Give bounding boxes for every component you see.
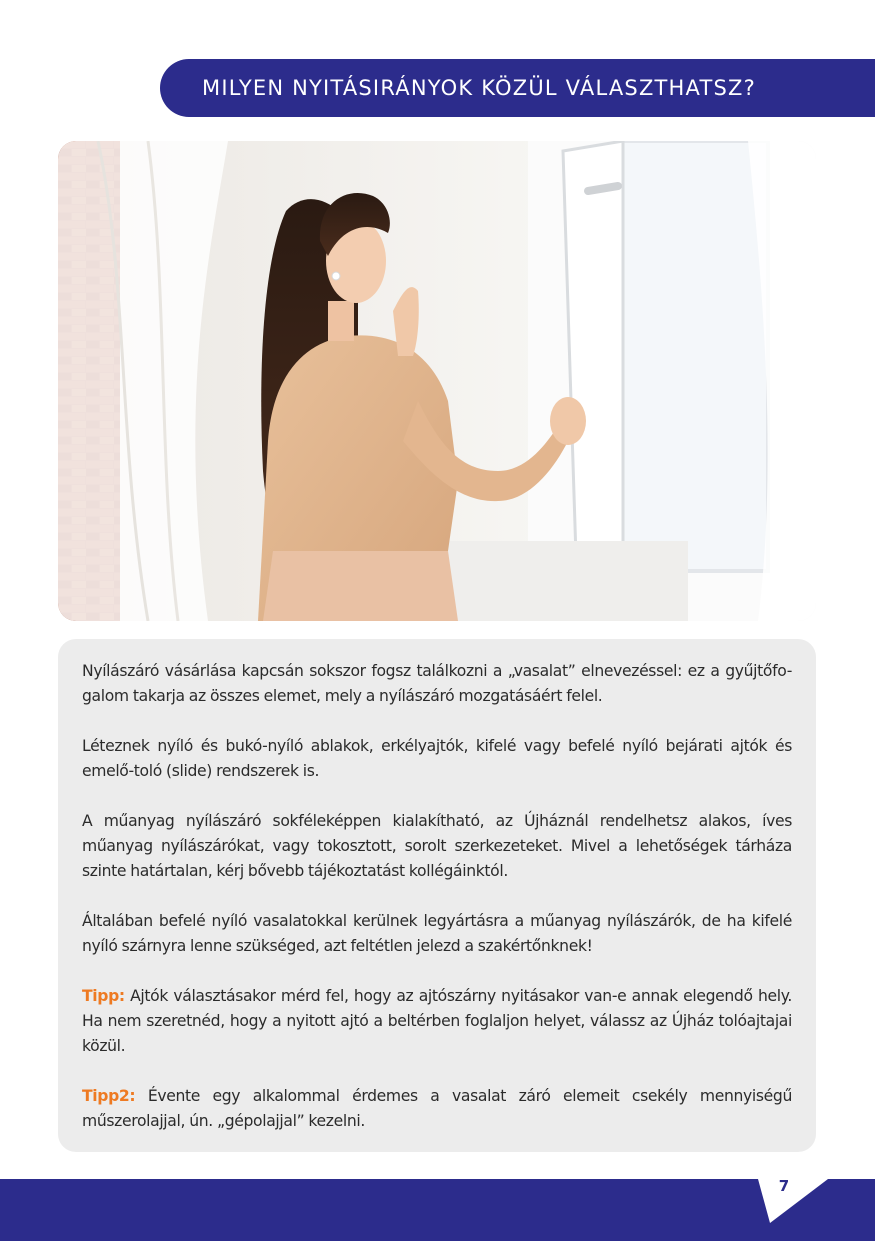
paragraph-opening-direction: Általában befelé nyíló vasalatokkal kerülnek legyártásra a műanyag nyílászárók, de ha kifelé nyíló szárnyra lenne szükséged, azt feltétlen jelezd a szakértőnknek!: [82, 912, 792, 955]
woman-opening-window-illustration: [58, 141, 816, 621]
section-header-banner: [160, 59, 875, 117]
tip2-paragraph: [82, 1084, 792, 1134]
tip2-label: Tipp2:: [82, 1087, 136, 1105]
tip-paragraph: [82, 984, 792, 1059]
tip2-text: Évente egy alkalommal érdemes a vasalat záró elemeit csekély mennyiségű műszerolajjal, ún. „gépolajjal” kezelni.: [82, 1087, 792, 1130]
footer-bar: [0, 1179, 875, 1241]
tip-text: Ajtók választásakor mérd fel, hogy az ajtószárny nyitásakor van-e annak elegendő hely. Ha nem szeretnéd, hogy a nyitott ajtó a beltérben foglaljon helyet, válassz az Újház tolóajtajai közül.: [82, 987, 792, 1055]
page-title: MILYEN NYITÁSIRÁNYOK KÖZÜL VÁLASZTHATSZ?: [202, 76, 756, 100]
window-photo: [58, 141, 816, 621]
page-number: 7: [778, 1177, 790, 1195]
paragraph-window-types: Léteznek nyíló és bukó-nyíló ablakok, erkélyajtók, kifelé vagy befelé nyíló bejárati ajtók és emelő-toló (slide) rendszerek is.: [82, 737, 792, 780]
paragraph-plastic-options: A műanyag nyílászáró sokféleképpen kialakítható, az Újháznál rendelhetsz alakos, íves műanyag nyílászárókat, vagy tokosztott, sorolt szerkezeteket. Mivel a lehetőségek tárháza szinte határtalan, kérj bővebb tájékoztatást kollégáinktól.: [82, 812, 792, 880]
paragraph-vasalat: Nyílászáró vásárlása kapcsán sokszor fogsz találkozni a „vasalat” elnevezéssel: ez a gyűjtőfo-galom takarja az összes elemet, mely a nyílászáró mozgatásáért felel.: [82, 662, 792, 705]
info-text-box: [58, 639, 816, 1152]
tip-label: Tipp:: [82, 987, 125, 1005]
